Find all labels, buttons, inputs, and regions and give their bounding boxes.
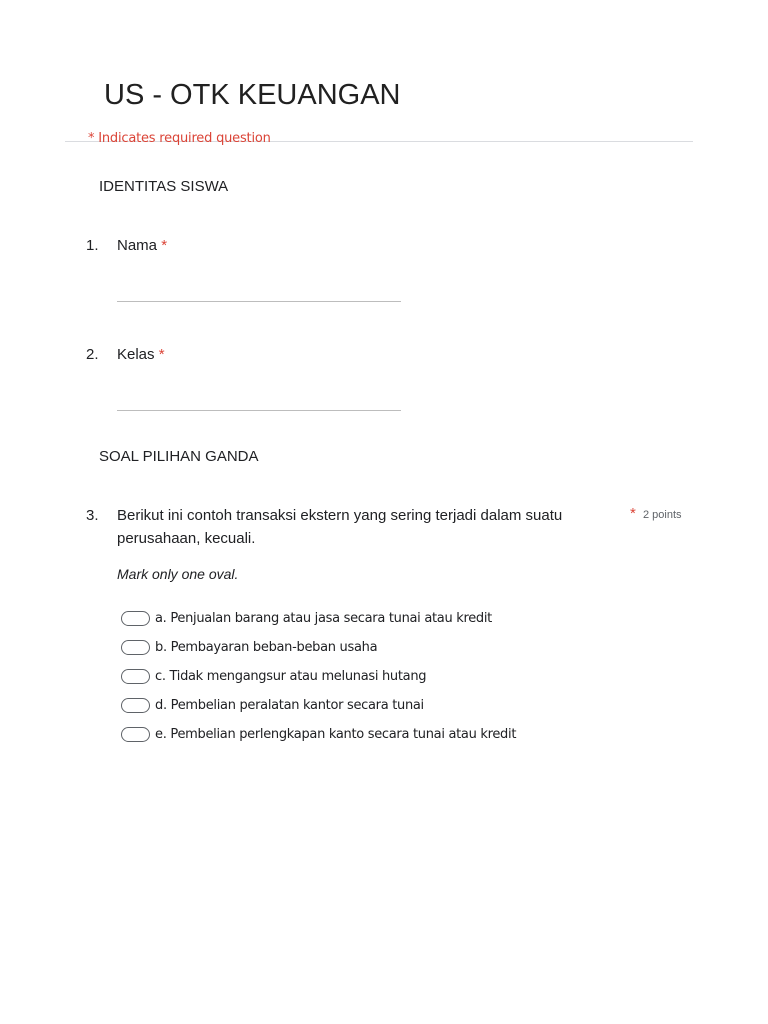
- option-c[interactable]: [121, 662, 516, 691]
- radio-oval-icon[interactable]: [121, 611, 150, 626]
- question-1-required-star: *: [161, 237, 168, 254]
- radio-oval-icon[interactable]: [121, 727, 150, 742]
- required-note: * Indicates required question: [88, 131, 271, 146]
- form-title: US - OTK KEUANGAN: [104, 79, 401, 111]
- section-title-pilihan-ganda: SOAL PILIHAN GANDA: [99, 448, 259, 465]
- question-2-label-text: Kelas: [117, 346, 155, 363]
- question-1-number: 1.: [86, 237, 99, 254]
- question-3-instruction: Mark only one oval.: [117, 566, 239, 582]
- radio-oval-icon[interactable]: [121, 640, 150, 655]
- option-d[interactable]: [121, 691, 516, 720]
- option-b[interactable]: [121, 633, 516, 662]
- question-3-points: 2 points: [643, 509, 682, 521]
- radio-oval-icon[interactable]: [121, 669, 150, 684]
- option-e[interactable]: [121, 720, 516, 749]
- option-label: b. Pembayaran beban-beban usaha: [155, 640, 378, 655]
- option-label: d. Pembelian peralatan kantor secara tunai: [155, 698, 424, 713]
- question-3-required-star: *: [630, 505, 636, 522]
- question-3-options: [121, 604, 516, 749]
- nama-input[interactable]: [117, 301, 401, 302]
- question-3-number: 3.: [86, 507, 99, 524]
- question-3-text: Berikut ini contoh transaksi ekstern yang sering terjadi dalam suatu perusahaan, kecuali.: [117, 507, 563, 547]
- kelas-input[interactable]: [117, 410, 401, 411]
- radio-oval-icon[interactable]: [121, 698, 150, 713]
- option-label: a. Penjualan barang atau jasa secara tunai atau kredit: [155, 611, 492, 626]
- option-label: c. Tidak mengangsur atau melunasi hutang: [155, 669, 427, 684]
- question-1-label: [117, 237, 167, 254]
- section-title-identitas: IDENTITAS SISWA: [99, 178, 229, 195]
- option-a[interactable]: [121, 604, 516, 633]
- option-label: e. Pembelian perlengkapan kanto secara tunai atau kredit: [155, 727, 517, 742]
- question-2-label: [117, 346, 165, 363]
- question-1-label-text: Nama: [117, 237, 158, 254]
- question-2-required-star: *: [158, 346, 165, 363]
- question-2-number: 2.: [86, 346, 99, 363]
